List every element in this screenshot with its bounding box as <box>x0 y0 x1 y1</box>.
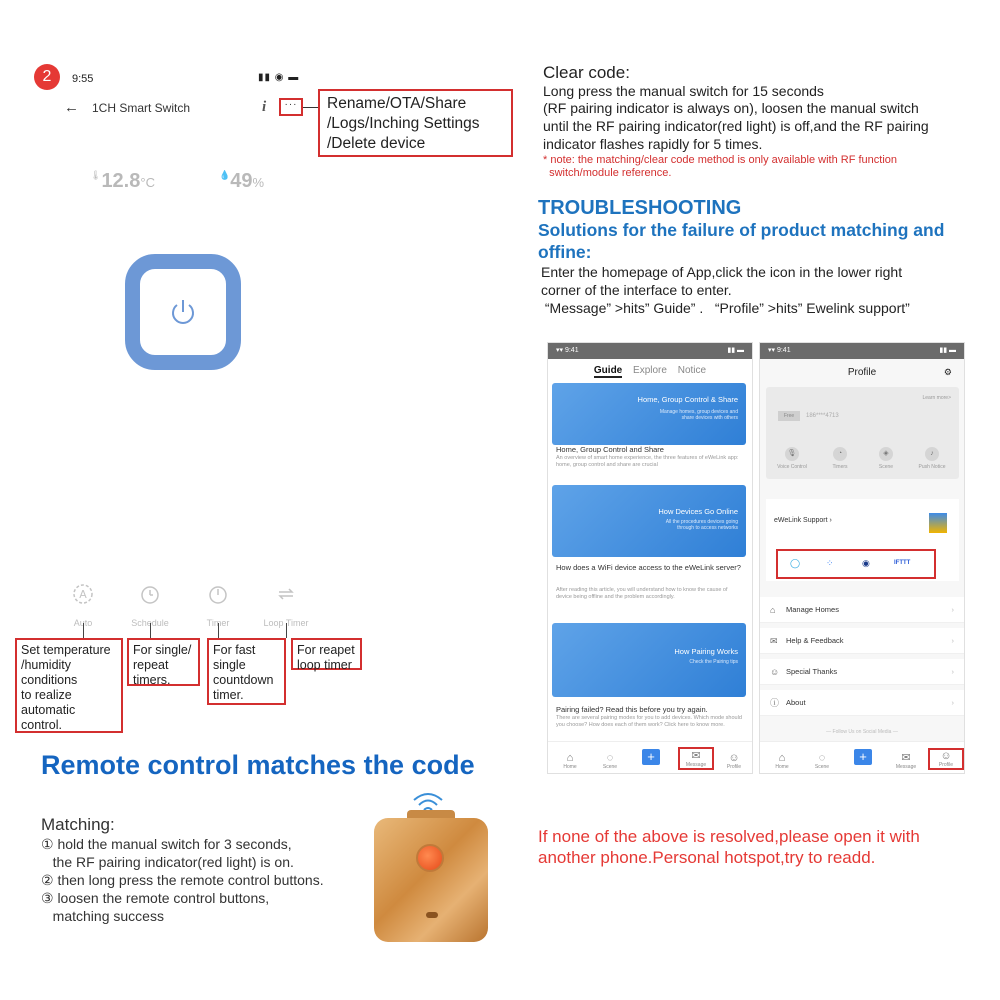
banner-title: How Pairing Works <box>674 647 738 656</box>
feature-loop-timer[interactable] <box>256 583 316 628</box>
tab-guide[interactable]: Guide <box>593 365 623 376</box>
guide-card-banner[interactable] <box>552 623 746 697</box>
support-logo-icon <box>929 513 947 533</box>
matching-step: ③ loosen the remote control buttons, <box>41 890 270 906</box>
auto-callout <box>15 638 123 733</box>
profile-feature[interactable]: ◈ Scene <box>866 447 906 470</box>
bottom-tabbar <box>548 741 752 773</box>
power-button[interactable] <box>125 254 241 370</box>
droplet-icon: 💧 <box>219 170 231 180</box>
banner-title: Home, Group Control & Share <box>637 395 738 404</box>
timer-icon <box>207 583 229 605</box>
bottom-message-line: If none of the above is resolved,please open it with <box>538 827 920 846</box>
callout-line: automatic <box>21 703 76 717</box>
settings-icon[interactable]: ⚙ <box>943 367 952 377</box>
schedule-callout <box>127 638 200 686</box>
feature-auto[interactable] <box>53 583 113 628</box>
profile-feature[interactable]: 🎙 Voice Control <box>772 447 812 470</box>
callout-line: repeat <box>133 658 169 672</box>
home-icon: ⌂ <box>770 605 776 615</box>
device-title: 1CH Smart Switch <box>92 101 191 115</box>
note-line: switch/module reference. <box>543 167 672 179</box>
more-menu-callout <box>318 89 513 157</box>
callout-line: Set temperature <box>21 643 111 657</box>
svg-text:A: A <box>79 588 87 601</box>
tabbar-message[interactable]: ✉ Message <box>888 751 924 770</box>
remote-section-title: Remote control matches the code <box>41 750 475 780</box>
humidity-value: 49 <box>230 170 253 192</box>
account-id: 186****4713 <box>806 413 839 419</box>
bell-icon: ♪ <box>925 447 939 461</box>
status-bar: ▾▾ 9:41 ▮▮ ▬ <box>548 343 752 359</box>
remote-button <box>416 844 444 872</box>
banner-title: How Devices Go Online <box>658 507 738 516</box>
mail-icon: ✉ <box>770 636 778 646</box>
guide-card-desc: An overview of smart home experience, the three features of eWeLink app: home, group control and share are crucial <box>556 455 739 468</box>
callout-line: timer. <box>213 688 244 702</box>
callout-connector <box>150 623 151 638</box>
profile-icon: ☺ <box>940 750 952 762</box>
message-icon: ✉ <box>691 750 701 762</box>
troubleshooting-subtitle: offine: <box>538 242 592 262</box>
humidity-unit: % <box>252 175 265 190</box>
callout-line: single <box>213 658 246 672</box>
clear-code-line: until the RF pairing indicator(red light) is off,and the RF pairing <box>543 118 929 134</box>
smile-icon: ☺ <box>770 667 780 677</box>
tab-notice[interactable]: Notice <box>677 365 707 376</box>
alexa-icon[interactable]: ◯ <box>790 558 801 568</box>
account-badge: Free <box>778 411 800 421</box>
matching-step: the RF pairing indicator(red light) is on. <box>41 854 294 870</box>
callout-connector <box>286 623 287 638</box>
humidity-readout <box>219 170 264 193</box>
auto-icon <box>72 583 94 605</box>
callout-line: countdown <box>213 673 274 687</box>
step-number-badge: 2 <box>34 64 60 90</box>
clear-code-line: indicator flashes rapidly for 5 times. <box>543 136 763 152</box>
more-options-button[interactable]: ··· <box>279 98 303 116</box>
ewelink-support-panel[interactable] <box>766 499 959 581</box>
clear-code-line: (RF pairing indicator is always on), loosen the manual switch <box>543 100 919 116</box>
info-icon[interactable]: i <box>262 99 267 115</box>
guide-card-title[interactable]: Pairing failed? Read this before you try again. <box>556 705 708 714</box>
remote-control-image <box>374 818 488 942</box>
profile-icon: ☺ <box>728 752 740 764</box>
matching-step: matching success <box>41 908 164 924</box>
scene-icon: ◈ <box>879 447 893 461</box>
callout-connector <box>303 107 319 108</box>
chevron-right-icon: › <box>951 667 954 676</box>
note-line: * note: the matching/clear code method is only available with RF function <box>543 154 898 166</box>
troubleshooting-line: “Message” >hits” Guide” . “Profile” >hits” Ewelink support” <box>541 300 910 316</box>
voice-assistant-icons <box>776 549 936 579</box>
add-device-button[interactable]: + <box>642 749 660 765</box>
troubleshooting-subtitle: Solutions for the failure of product matching and <box>538 220 945 240</box>
callout-connector <box>218 623 219 638</box>
callout-line: Rename/OTA/Share <box>327 95 467 112</box>
callout-connector <box>83 623 84 638</box>
callout-line: loop timer <box>297 658 352 672</box>
matching-step: ① hold the manual switch for 3 seconds, <box>41 836 292 852</box>
callout-line: /Delete device <box>327 135 426 152</box>
matching-title: Matching: <box>41 815 115 834</box>
guide-card-desc: After reading this article, you will understand how to know the cause of device being offline and the problem accordingly. <box>556 587 728 600</box>
troubleshooting-line: corner of the interface to enter. <box>541 282 732 298</box>
thermometer-icon: 🌡 <box>90 170 102 180</box>
status-bar: ▾▾ 9:41 ▮▮ ▬ <box>760 343 964 359</box>
guide-card-title[interactable]: How does a WiFi device access to the eWeLink server? <box>556 563 741 572</box>
chevron-right-icon: › <box>951 636 954 645</box>
callout-line: control. <box>21 718 62 732</box>
message-icon: ✉ <box>901 752 911 764</box>
callout-line: For fast <box>213 643 256 657</box>
callout-line: /Logs/Inching Settings <box>327 115 480 132</box>
info-icon: ⓘ <box>770 698 780 708</box>
banner-subtitle: Check the Pairing tips <box>689 659 738 665</box>
assistant-icon[interactable]: ◉ <box>862 558 870 568</box>
loop-timer-icon <box>275 583 297 605</box>
home-icon: ⌂ <box>566 752 574 764</box>
troubleshooting-line: Enter the homepage of App,click the icon in the lower right <box>541 264 903 280</box>
callout-line: /humidity <box>21 658 72 672</box>
tabbar-scene[interactable]: ◌ Scene <box>804 752 840 770</box>
tabbar-home[interactable]: ⌂ Home <box>552 752 588 770</box>
schedule-icon <box>139 583 161 605</box>
temperature-unit: °C <box>140 175 155 190</box>
loop-timer-callout <box>291 638 362 670</box>
ifttt-icon[interactable]: IFTTT <box>894 560 911 566</box>
timer-callout <box>207 638 286 705</box>
bottom-message-line: another phone.Personal hotspot,try to readd. <box>538 848 876 867</box>
clock-icon: ◔ <box>833 447 847 461</box>
scene-icon: ◌ <box>606 752 614 764</box>
support-title[interactable]: eWeLink Support › <box>774 517 832 524</box>
feature-timer[interactable] <box>188 583 248 628</box>
tabbar-home[interactable]: ⌂ Home <box>764 752 800 770</box>
callout-line: to realize <box>21 688 72 702</box>
menu-help-feedback[interactable]: ✉ Help & Feedback › <box>760 628 964 654</box>
menu-special-thanks[interactable]: ☺ Special Thanks › <box>760 659 964 685</box>
banner-subtitle: All the procedures devices going through to access networks <box>665 519 738 531</box>
scene-icon: ◌ <box>818 752 826 764</box>
google-assistant-icon[interactable]: ⁘ <box>826 558 834 568</box>
feature-label: Auto <box>73 618 93 628</box>
status-icons: ▮▮ ◉ ▬ <box>258 72 300 83</box>
status-time: 9:55 <box>72 73 94 85</box>
feature-label: Timer <box>206 618 230 628</box>
tabbar-profile[interactable]: ☺ Profile <box>716 752 752 770</box>
chevron-right-icon: › <box>951 605 954 614</box>
back-arrow-icon[interactable]: ← <box>64 99 79 116</box>
feature-label: Loop Timer <box>263 618 309 628</box>
bottom-tabbar <box>760 741 964 773</box>
menu-about[interactable]: ⓘ About › <box>760 690 964 716</box>
feature-schedule[interactable] <box>120 583 180 628</box>
chevron-right-icon: › <box>951 698 954 707</box>
callout-line: timers. <box>133 673 171 687</box>
guide-screenshot <box>547 342 753 774</box>
follow-social-text: — Follow Us on Social Media — <box>826 729 898 735</box>
callout-line: For single/ <box>133 643 192 657</box>
profile-feature[interactable]: ◔ Timers <box>820 447 860 470</box>
guide-card-desc: There are several pairing modes for you to add devices. Which mode should you choose? How does each of them work? Click here to know more. <box>556 715 742 728</box>
tabbar-profile[interactable]: ☺ Profile <box>928 748 964 770</box>
feature-label: Schedule <box>131 618 169 628</box>
remote-slot <box>426 912 438 918</box>
tabbar-message[interactable]: ✉ Message <box>678 747 714 770</box>
home-icon: ⌂ <box>778 752 786 764</box>
callout-line: For reapet <box>297 643 355 657</box>
profile-feature[interactable]: ♪ Push Notice <box>912 447 952 470</box>
learn-more-link[interactable]: Learn more> <box>922 395 951 401</box>
guide-card-banner[interactable] <box>552 485 746 557</box>
temperature-readout <box>90 170 155 193</box>
profile-card[interactable] <box>766 387 959 479</box>
banner-subtitle: Manage homes, group devices and share devices with others <box>659 409 738 421</box>
menu-manage-homes[interactable]: ⌂ Manage Homes › <box>760 597 964 623</box>
troubleshooting-title: TROUBLESHOOTING <box>538 197 742 219</box>
guide-card-banner[interactable] <box>552 383 746 445</box>
guide-tabs <box>548 365 752 376</box>
tabbar-scene[interactable]: ◌ Scene <box>592 752 628 770</box>
clear-code-line: Long press the manual switch for 15 seconds <box>543 83 824 99</box>
clear-code-title: Clear code: <box>543 63 630 82</box>
matching-step: ② then long press the remote control buttons. <box>41 872 324 888</box>
microphone-icon: 🎙 <box>785 447 799 461</box>
power-icon <box>168 297 198 327</box>
temperature-value: 12.8 <box>101 170 141 192</box>
profile-screenshot <box>759 342 965 774</box>
callout-line: conditions <box>21 673 78 687</box>
add-device-button[interactable]: + <box>854 749 872 765</box>
guide-card-title[interactable]: Home, Group Control and Share <box>556 445 664 454</box>
profile-title: Profile <box>847 367 877 378</box>
tab-explore[interactable]: Explore <box>633 365 667 376</box>
